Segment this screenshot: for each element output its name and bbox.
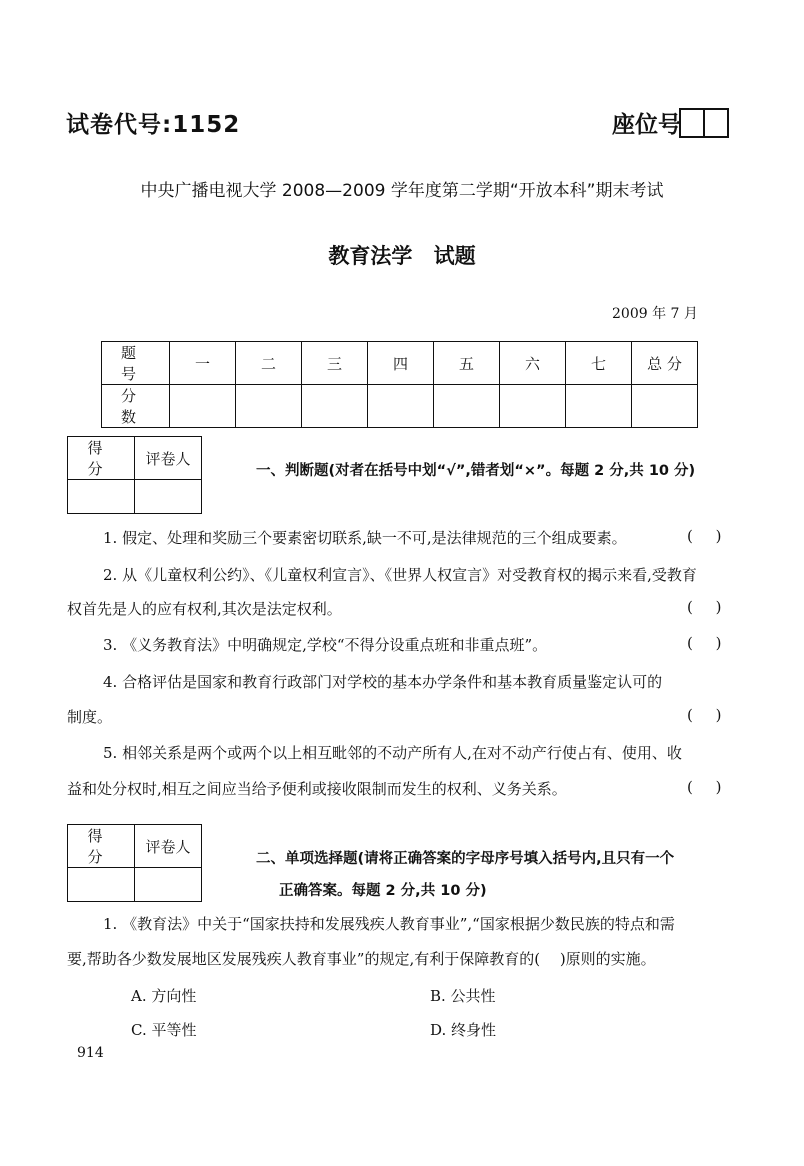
score-cell: 总 分 (632, 342, 698, 385)
score-cell: 三 (302, 342, 368, 385)
subject-title: 教育法学 试题 (328, 244, 476, 268)
option-b[interactable]: B. 公共性 (430, 987, 496, 1005)
option-a[interactable]: A. 方向性 (131, 987, 197, 1005)
exam-date: 2009 年 7 月 (612, 306, 698, 322)
section2-heading-cont: 正确答案。每题 2 分,共 10 分) (279, 883, 487, 899)
score-cell: 题 号 (102, 342, 170, 385)
score-cell: 二 (236, 342, 302, 385)
question-1-4: 4. 合格评估是国家和教育行政部门对学校的基本办学条件和基本教育质量鉴定认可的 (103, 673, 663, 691)
question-1-3: 3. 《义务教育法》中明确规定,学校“不得分设重点班和非重点班”。 (103, 636, 548, 654)
grader-name-label: 评卷人 (135, 825, 202, 868)
score-table (101, 341, 698, 428)
question-1-5: 5. 相邻关系是两个或两个以上相互毗邻的不动产所有人,在对不动产行使占有、使用、收 (103, 744, 682, 762)
score-cell: 五 (434, 342, 500, 385)
answer-paren[interactable]: ( ) (687, 706, 722, 724)
section2-heading: 二、单项选择题(请将正确答案的字母序号填入括号内,且只有一个 (256, 851, 675, 867)
question-1-1: 1. 假定、处理和奖励三个要素密切联系,缺一不可,是法律规范的三个组成要素。 (103, 529, 627, 547)
grader-score-label: 得 分 (68, 825, 135, 868)
option-c[interactable]: C. 平等性 (131, 1021, 197, 1039)
score-input-cell[interactable] (500, 385, 566, 428)
section1-heading: 一、判断题(对者在括号中划“√”,错者划“×”。每题 2 分,共 10 分) (256, 463, 696, 479)
score-input-cell[interactable] (236, 385, 302, 428)
answer-paren[interactable]: ( ) (687, 598, 722, 616)
question-2-1-cont: 要,帮助各少数发展地区发展残疾人教育事业”的规定,有利于保障教育的( )原则的实施。 (67, 950, 656, 968)
exam-title: 中央广播电视大学 2008—2009 学年度第二学期“开放本科”期末考试 (140, 181, 664, 201)
score-cell: 一 (170, 342, 236, 385)
question-1-2-cont: 权首先是人的应有权利,其次是法定权利。 (67, 600, 342, 618)
grader-name-cell[interactable] (135, 868, 202, 902)
score-table-header-row (102, 342, 698, 385)
question-1-2: 2. 从《儿童权利公约》、《儿童权利宣言》、《世界人权宣言》对受教育权的揭示来看,受教育 (103, 566, 697, 584)
score-input-cell[interactable] (170, 385, 236, 428)
question-1-5-cont: 益和处分权时,相互之间应当给予便利或接收限制而发生的权利、义务关系。 (67, 780, 567, 798)
score-cell: 分 数 (102, 385, 170, 428)
paper-code: 试卷代号:1152 (66, 112, 241, 138)
grader-box (67, 824, 202, 902)
question-2-1: 1. 《教育法》中关于“国家扶持和发展残疾人教育事业”,“国家根据少数民族的特点和需 (103, 915, 675, 933)
score-input-cell[interactable] (566, 385, 632, 428)
score-input-cell[interactable] (368, 385, 434, 428)
grader-name-cell[interactable] (135, 480, 202, 514)
score-cell: 六 (500, 342, 566, 385)
grader-box (67, 436, 202, 514)
seat-label: 座位号 (612, 112, 681, 138)
score-input-cell[interactable] (632, 385, 698, 428)
question-1-4-cont: 制度。 (67, 708, 113, 726)
grader-score-label: 得 分 (68, 437, 135, 480)
page-number: 914 (77, 1045, 104, 1061)
score-input-cell[interactable] (434, 385, 500, 428)
grader-name-label: 评卷人 (135, 437, 202, 480)
answer-paren[interactable]: ( ) (687, 778, 722, 796)
seat-box (703, 108, 729, 138)
grader-score-cell[interactable] (68, 868, 135, 902)
seat-box (679, 108, 705, 138)
seat-number (612, 106, 729, 139)
grader-score-cell[interactable] (68, 480, 135, 514)
score-cell: 七 (566, 342, 632, 385)
answer-paren[interactable]: ( ) (687, 634, 722, 652)
option-d[interactable]: D. 终身性 (430, 1021, 497, 1039)
score-input-cell[interactable] (302, 385, 368, 428)
answer-paren[interactable]: ( ) (687, 527, 722, 545)
score-cell: 四 (368, 342, 434, 385)
score-table-score-row (102, 385, 698, 428)
